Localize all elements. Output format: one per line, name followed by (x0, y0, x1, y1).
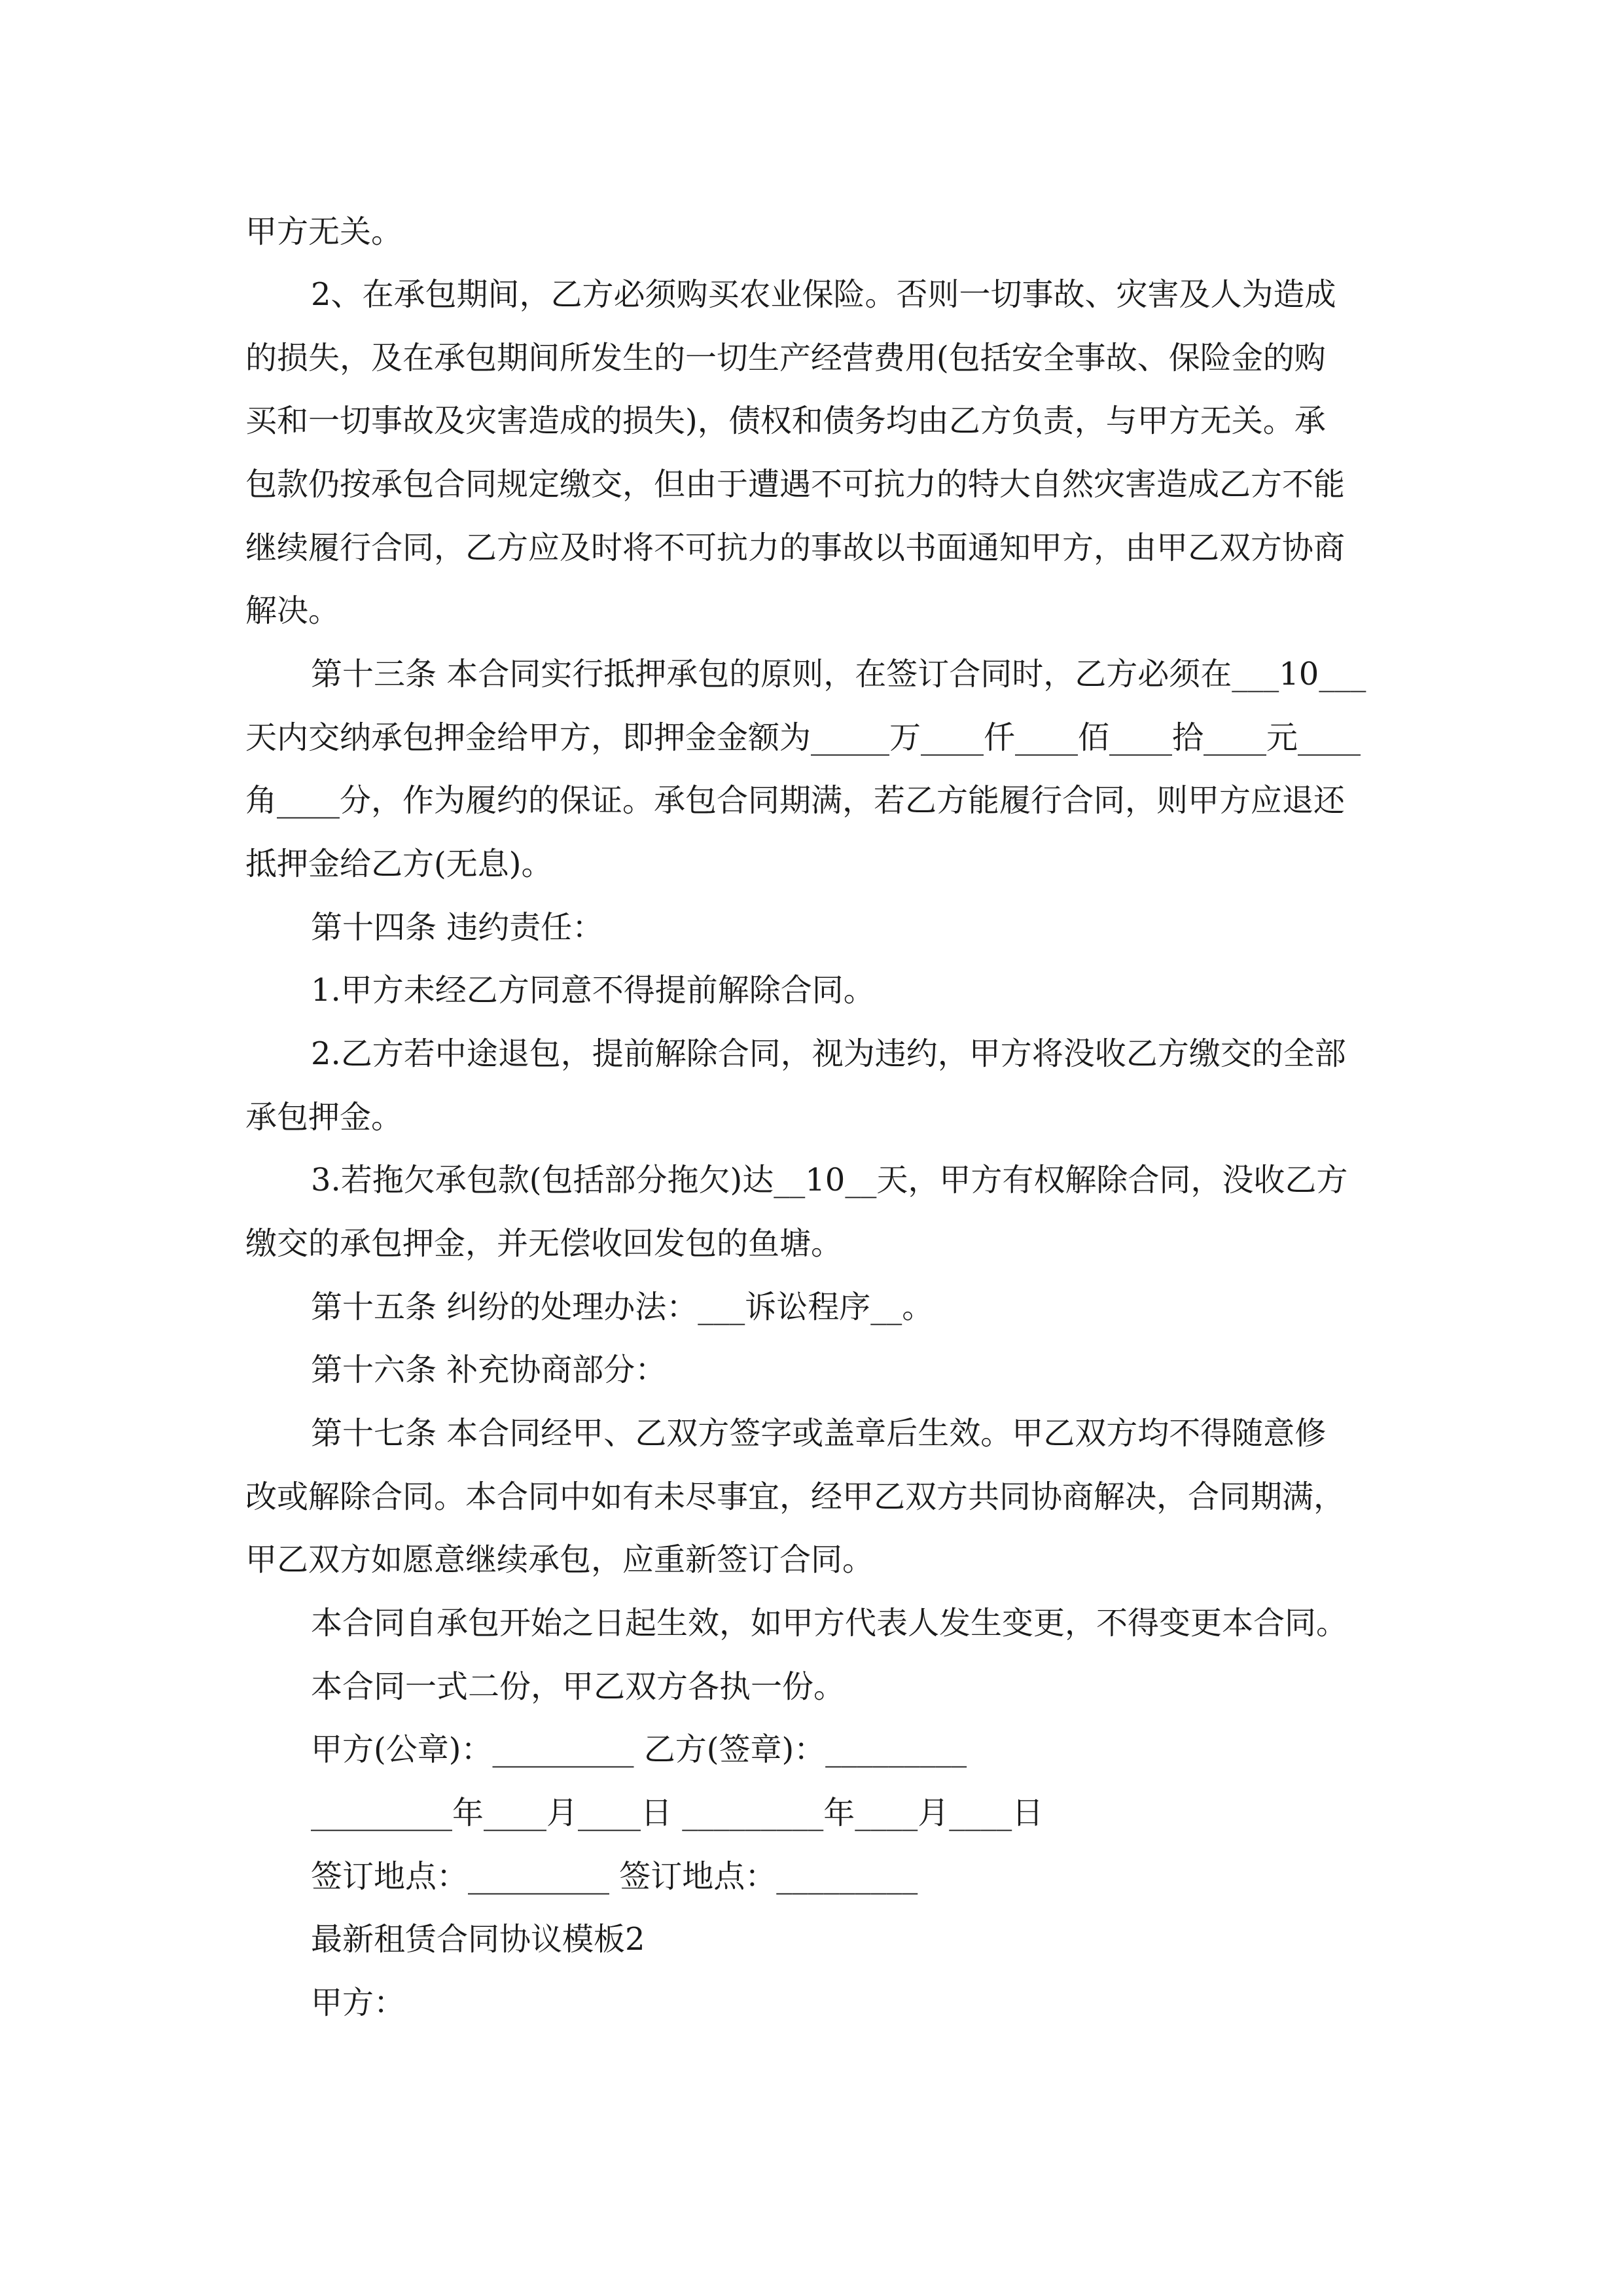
paragraph-line: 甲方： (311, 1984, 406, 2021)
paragraph-line: 甲乙双方如愿意继续承包，应重新签订合同。 (245, 1541, 874, 1578)
paragraph-line: 第十六条 补充协商部分： (311, 1352, 667, 1388)
paragraph-line: 抵押金给乙方(无息)。 (245, 846, 553, 882)
signature-line: 甲方(公章)：_________ 乙方(签章)：_________ (311, 1731, 967, 1768)
paragraph-line: 2.乙方若中途退包，提前解除合同，视为违约，甲方将没收乙方缴交的全部 (311, 1035, 1346, 1072)
paragraph-line: 买和一切事故及灾害造成的损失)，债权和债务均由乙方负责，与甲方无关。承 (245, 403, 1326, 439)
paragraph-line: 改或解除合同。本合同中如有未尽事宜，经甲乙双方共同协商解决，合同期满， (245, 1479, 1346, 1515)
paragraph-line: 角____分，作为履约的保证。承包合同期满，若乙方能履行合同，则甲方应退还 (245, 782, 1346, 819)
paragraph-line: 3.若拖欠承包款(包括部分拖欠)达__10__天，甲方有权解除合同，没收乙方 (311, 1162, 1348, 1198)
paragraph-line: 天内交纳承包押金给甲方，即押金金额为_____万____仟____佰____拾____元____ (245, 719, 1361, 756)
paragraph-line: 甲方无关。 (245, 213, 403, 250)
paragraph-line: 缴交的承包押金，并无偿收回发包的鱼塘。 (245, 1225, 843, 1262)
paragraph-line: 本合同自承包开始之日起生效，如甲方代表人发生变更，不得变更本合同。 (311, 1605, 1348, 1641)
paragraph-line: 包款仍按承包合同规定缴交，但由于遭遇不可抗力的特大自然灾害造成乙方不能 (245, 466, 1346, 503)
paragraph-line: 1.甲方未经乙方同意不得提前解除合同。 (311, 972, 875, 1009)
paragraph-line: 继续履行合同，乙方应及时将不可抗力的事故以书面通知甲方，由甲乙双方协商 (245, 529, 1346, 566)
paragraph-line: 承包押金。 (245, 1099, 403, 1136)
signing-place-line: 签订地点：_________ 签订地点：_________ (311, 1858, 918, 1895)
paragraph-line: 2、在承包期间，乙方必须购买农业保险。否则一切事故、灾害及人为造成 (311, 276, 1336, 313)
paragraph-line: 本合同一式二份，甲乙双方各执一份。 (311, 1668, 846, 1705)
paragraph-line: 解决。 (245, 592, 340, 629)
paragraph-line: 第十七条 本合同经甲、乙双方签字或盖章后生效。甲乙双方均不得随意修 (311, 1415, 1327, 1452)
paragraph-line: 第十四条 违约责任： (311, 909, 604, 946)
paragraph-line: 第十五条 纠纷的处理办法：___诉讼程序__。 (311, 1289, 934, 1325)
section-title: 最新租赁合同协议模板2 (311, 1921, 645, 1958)
paragraph-line: 第十三条 本合同实行抵押承包的原则，在签订合同时，乙方必须在___10___ (311, 656, 1366, 692)
date-line: _________年____月____日 _________年____月____日 (311, 1795, 1044, 1831)
paragraph-line: 的损失，及在承包期间所发生的一切生产经营费用(包括安全事故、保险金的购 (245, 340, 1326, 376)
